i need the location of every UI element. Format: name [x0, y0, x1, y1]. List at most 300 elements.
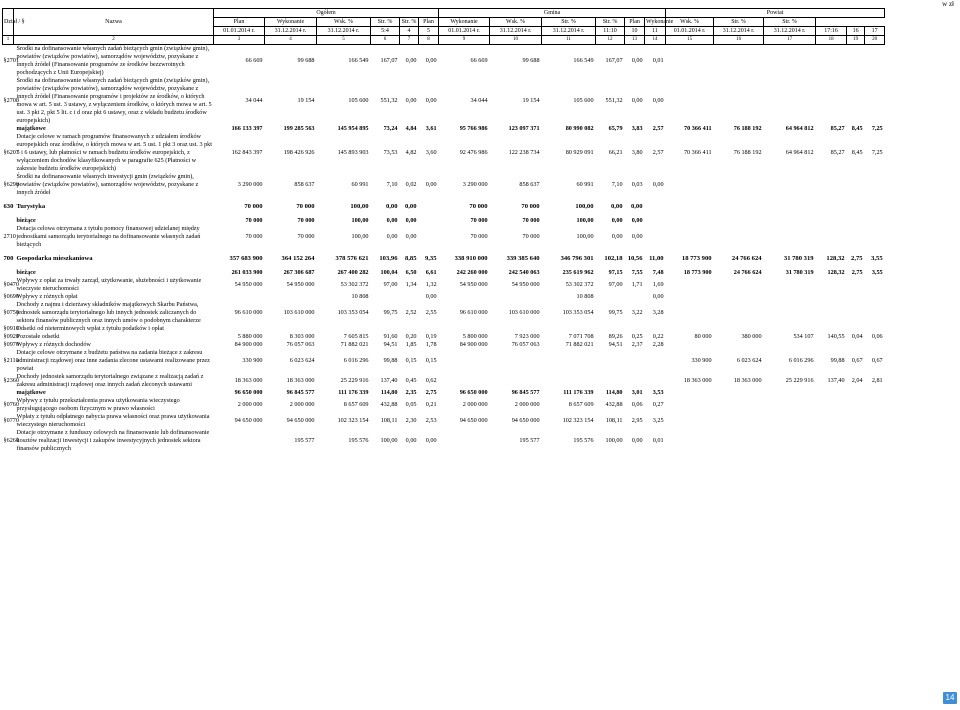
- row-code: [3, 389, 14, 397]
- value-cell: 330 900: [691, 357, 712, 364]
- column-number: 15: [666, 36, 714, 45]
- value-cell: 80 990 082: [565, 125, 594, 132]
- value-cell: 0,00: [405, 233, 417, 240]
- value-cell: [666, 225, 714, 249]
- value-cell: 103 610 000: [283, 309, 315, 316]
- value-cell: 84 900 000: [459, 341, 488, 348]
- value-cell: 7 071 708: [568, 333, 594, 340]
- value-cell: 0,00: [405, 437, 417, 444]
- value-cell: [714, 277, 764, 293]
- column-number: 12: [596, 36, 625, 45]
- value-cell: 0,00: [611, 233, 623, 240]
- value-cell: 0,00: [631, 97, 643, 104]
- table-row: [3, 277, 885, 293]
- value-cell: [847, 277, 865, 293]
- value-cell: 64 964 812: [785, 149, 814, 156]
- value-cell: [419, 217, 439, 225]
- value-cell: 145 893 903: [337, 149, 369, 156]
- section-row: [3, 255, 885, 263]
- value-cell: 103,96: [379, 255, 398, 262]
- value-cell: 0,15: [405, 357, 417, 364]
- value-cell: 0,00: [652, 97, 664, 104]
- column-number: 1: [3, 36, 14, 45]
- value-cell: [371, 325, 400, 333]
- value-cell: 99 688: [297, 57, 315, 64]
- value-cell: 66 669: [470, 57, 488, 64]
- value-cell: 7,10: [386, 181, 398, 188]
- value-cell: [847, 341, 865, 349]
- value-cell: 2,52: [405, 309, 417, 316]
- value-cell: [816, 293, 847, 301]
- value-cell: 76 188 192: [733, 125, 762, 132]
- value-cell: 0,00: [405, 97, 417, 104]
- value-cell: [847, 301, 865, 325]
- value-cell: 432,88: [380, 401, 398, 408]
- row-name: Pozostałe odsetki: [16, 333, 60, 340]
- value-cell: 100,00: [576, 217, 594, 224]
- value-cell: 70 000: [521, 203, 540, 210]
- column-number: 17: [764, 36, 816, 45]
- row-code: §2701: [3, 57, 19, 64]
- value-cell: [439, 373, 490, 389]
- value-cell: 128,32: [826, 255, 845, 262]
- value-cell: [625, 293, 645, 301]
- row-code: §2708: [3, 97, 19, 104]
- table-row: [3, 397, 885, 413]
- value-cell: 73,53: [383, 149, 398, 156]
- value-cell: 267 306 687: [283, 269, 315, 276]
- value-cell: 167,07: [380, 57, 398, 64]
- value-cell: [865, 45, 885, 78]
- value-cell: 0,67: [871, 357, 883, 364]
- value-cell: 145 954 895: [337, 125, 369, 132]
- column-number: 19: [847, 36, 865, 45]
- value-cell: 167,07: [605, 57, 623, 64]
- value-cell: 2 000 000: [289, 401, 315, 408]
- column-header: Plan: [625, 18, 645, 27]
- value-cell: [490, 325, 542, 333]
- value-cell: 0,00: [425, 57, 437, 64]
- value-cell: 5 800 000: [462, 333, 488, 340]
- value-cell: 70 000: [245, 217, 263, 224]
- value-cell: 0,00: [631, 57, 643, 64]
- column-number: 11: [542, 36, 596, 45]
- value-cell: [816, 301, 847, 325]
- value-cell: [596, 325, 625, 333]
- value-cell: 0,15: [425, 357, 437, 364]
- value-cell: 0,00: [425, 97, 437, 104]
- row-code: [3, 217, 14, 225]
- table-row: [3, 325, 885, 333]
- value-cell: 534 107: [793, 333, 814, 340]
- value-cell: 0,00: [386, 233, 398, 240]
- value-cell: 330 900: [242, 357, 263, 364]
- date-header: 01.01.2014 r.: [439, 27, 490, 36]
- subtotal-row: [3, 125, 885, 133]
- value-cell: 0,05: [405, 401, 417, 408]
- value-cell: 9,35: [424, 255, 437, 262]
- value-cell: [764, 389, 816, 397]
- value-cell: 338 910 000: [454, 255, 488, 262]
- value-cell: 18 363 000: [733, 377, 762, 384]
- value-cell: 0,06: [631, 401, 643, 408]
- value-cell: [214, 429, 265, 453]
- value-cell: 0,00: [610, 203, 623, 210]
- value-cell: 8 303 000: [289, 333, 315, 340]
- value-cell: 0,22: [652, 333, 664, 340]
- value-cell: [764, 301, 816, 325]
- value-cell: 99,75: [608, 309, 623, 316]
- value-cell: 34 044: [470, 97, 488, 104]
- value-cell: 0,45: [405, 377, 417, 384]
- value-cell: [419, 325, 439, 333]
- column-header: Wsk. %: [490, 18, 542, 27]
- value-cell: 94,51: [383, 341, 398, 348]
- value-cell: 100,04: [380, 269, 398, 276]
- value-cell: [847, 429, 865, 453]
- value-cell: [714, 429, 764, 453]
- value-cell: [714, 413, 764, 429]
- value-cell: [625, 349, 645, 373]
- value-cell: 10 808: [351, 293, 369, 300]
- value-cell: [625, 373, 645, 389]
- row-code: §0690: [3, 293, 19, 300]
- table-row: [3, 293, 885, 301]
- value-cell: 1,85: [405, 341, 417, 348]
- value-cell: [714, 293, 764, 301]
- value-cell: 0,01: [652, 437, 664, 444]
- table-row: [3, 429, 885, 453]
- table-row: [3, 77, 885, 125]
- row-name: Odsetki od nieterminowych wpłat z tytułu podatków i opłat: [16, 325, 164, 332]
- value-cell: [816, 389, 847, 397]
- value-cell: 2,53: [425, 417, 437, 424]
- row-code: §6290: [3, 181, 19, 188]
- value-cell: 0,25: [631, 333, 643, 340]
- row-code: §0750: [3, 309, 19, 316]
- value-cell: 54 950 000: [511, 281, 540, 288]
- value-cell: 114,80: [605, 389, 623, 396]
- row-code: §0910: [3, 325, 19, 332]
- value-cell: 73,24: [383, 125, 398, 132]
- value-cell: 70 000: [297, 217, 315, 224]
- table-row: [3, 225, 885, 249]
- value-cell: 1,78: [425, 341, 437, 348]
- value-cell: 858 637: [519, 181, 540, 188]
- value-cell: 2,75: [851, 255, 863, 262]
- value-cell: [596, 293, 625, 301]
- page-number-badge: 14: [943, 692, 957, 704]
- column-header: Str. %: [542, 18, 596, 27]
- value-cell: 24 766 624: [733, 269, 762, 276]
- value-cell: 364 152 264: [281, 255, 315, 262]
- value-cell: [764, 429, 816, 453]
- value-cell: 18 773 900: [683, 269, 712, 276]
- value-cell: 2,28: [652, 341, 664, 348]
- value-cell: [764, 293, 816, 301]
- date-header: 11:10: [596, 27, 625, 36]
- date-header: 31.12.2014 r.: [490, 27, 542, 36]
- value-cell: 80 929 091: [565, 149, 594, 156]
- value-cell: 2 000 000: [237, 401, 263, 408]
- value-cell: 60 991: [351, 181, 369, 188]
- table-row: [3, 301, 885, 325]
- column-number: 2: [14, 36, 214, 45]
- value-cell: 2,57: [652, 125, 664, 132]
- value-cell: 91,60: [383, 333, 398, 340]
- row-code: 2710: [3, 233, 16, 240]
- value-cell: 166 133 397: [231, 125, 263, 132]
- value-cell: [847, 203, 865, 211]
- value-cell: 100,00: [351, 233, 369, 240]
- value-cell: [666, 45, 714, 78]
- value-cell: 0,06: [871, 333, 883, 340]
- row-name: Wpływy z różnych dochodów: [16, 341, 91, 348]
- value-cell: 70 000: [522, 233, 540, 240]
- value-cell: 70 000: [245, 233, 263, 240]
- value-cell: 76 057 063: [511, 341, 540, 348]
- gmina-header: Gmina: [439, 9, 666, 18]
- value-cell: 4,84: [405, 125, 417, 132]
- value-cell: 242 260 000: [456, 269, 488, 276]
- column-number: 4: [265, 36, 317, 45]
- value-cell: 0,00: [652, 293, 664, 300]
- value-cell: 3,53: [652, 389, 664, 396]
- value-cell: 7 923 000: [514, 333, 540, 340]
- value-cell: 0,27: [652, 401, 664, 408]
- value-cell: 54 950 000: [459, 281, 488, 288]
- value-cell: 1,32: [425, 281, 437, 288]
- value-cell: [865, 341, 885, 349]
- value-cell: [666, 389, 714, 397]
- column-header: Str. %: [371, 18, 400, 27]
- value-cell: [764, 77, 816, 125]
- value-cell: 2,37: [631, 341, 643, 348]
- value-cell: 123 097 371: [508, 125, 540, 132]
- row-code: §0770: [3, 417, 19, 424]
- value-cell: 97,00: [608, 281, 623, 288]
- value-cell: [317, 325, 371, 333]
- value-cell: 85,27: [830, 149, 845, 156]
- value-cell: [666, 429, 714, 453]
- value-cell: [714, 325, 764, 333]
- value-cell: 1,69: [652, 281, 664, 288]
- value-cell: [764, 217, 816, 225]
- value-cell: [645, 203, 666, 211]
- value-cell: [490, 293, 542, 301]
- value-cell: 0,00: [385, 203, 398, 210]
- value-cell: 70 000: [470, 217, 488, 224]
- table-row: [3, 373, 885, 389]
- value-cell: [645, 349, 666, 373]
- value-cell: [542, 373, 596, 389]
- value-cell: 8,85: [404, 255, 417, 262]
- value-cell: 0,20: [405, 333, 417, 340]
- column-number-row: [3, 36, 885, 45]
- value-cell: 0,00: [386, 217, 398, 224]
- value-cell: 100,00: [575, 203, 594, 210]
- value-cell: 166 549: [573, 57, 594, 64]
- value-cell: [714, 225, 764, 249]
- value-cell: [645, 373, 666, 389]
- value-cell: [847, 397, 865, 413]
- value-cell: [714, 203, 764, 211]
- value-cell: [400, 325, 419, 333]
- value-cell: 65,79: [608, 125, 623, 132]
- ogolem-header: Ogółem: [214, 9, 439, 18]
- value-cell: 2,81: [871, 377, 883, 384]
- column-number: 6: [371, 36, 400, 45]
- value-cell: 137,40: [380, 377, 398, 384]
- value-cell: [490, 373, 542, 389]
- value-cell: 122 238 734: [508, 149, 540, 156]
- row-name: Wpłaty z tytułu odpłatnego nabycia prawa własności oraz prawa użytkowania wieczystego nieruchomości: [16, 413, 210, 428]
- value-cell: [764, 203, 816, 211]
- value-cell: 3 290 000: [237, 181, 263, 188]
- row-name: Środki na dofinansowanie własnych zadań bieżących gmin (związków gmin), powiatów (związków powiatów), samorządów województw, pozyskane z innych źródeł (Finansowanie programów ze środków bezzwrotnych pochodzących z Unii Europejskiej): [16, 45, 210, 76]
- value-cell: 92 476 986: [459, 149, 488, 156]
- value-cell: 858 637: [294, 181, 315, 188]
- value-cell: 0,21: [425, 401, 437, 408]
- value-cell: 31 780 319: [783, 255, 814, 262]
- value-cell: [865, 429, 885, 453]
- row-code: §0970: [3, 341, 19, 348]
- value-cell: 235 619 962: [562, 269, 594, 276]
- value-cell: 0,02: [405, 181, 417, 188]
- value-cell: 346 796 301: [560, 255, 594, 262]
- column-number: 5: [317, 36, 371, 45]
- value-cell: [666, 325, 714, 333]
- date-header: 10: [625, 27, 645, 36]
- value-cell: 0,00: [405, 57, 417, 64]
- value-cell: [865, 277, 885, 293]
- value-cell: [419, 203, 439, 211]
- value-cell: [666, 301, 714, 325]
- column-header: Str. %: [714, 18, 764, 27]
- value-cell: 0,00: [405, 217, 417, 224]
- value-cell: [816, 225, 847, 249]
- value-cell: [714, 389, 764, 397]
- column-number: 9: [439, 36, 490, 45]
- value-cell: [816, 173, 847, 197]
- value-cell: 166 549: [348, 57, 369, 64]
- value-cell: [666, 277, 714, 293]
- date-header: 17:16: [816, 27, 847, 36]
- subtotal-row: [3, 389, 885, 397]
- value-cell: [816, 413, 847, 429]
- date-header: 01.01.2014 r.: [214, 27, 265, 36]
- column-header: Str. %: [400, 18, 419, 27]
- value-cell: 24 766 624: [731, 255, 762, 262]
- value-cell: [371, 293, 400, 301]
- value-cell: 94 650 000: [234, 417, 263, 424]
- value-cell: [666, 293, 714, 301]
- value-cell: [265, 293, 317, 301]
- value-cell: 267 400 282: [337, 269, 369, 276]
- value-cell: 2,35: [405, 389, 417, 396]
- value-cell: [764, 45, 816, 78]
- value-cell: [596, 373, 625, 389]
- value-cell: 378 576 621: [335, 255, 369, 262]
- value-cell: 3,83: [631, 125, 643, 132]
- value-cell: [816, 325, 847, 333]
- value-cell: 0,00: [425, 181, 437, 188]
- value-cell: [816, 429, 847, 453]
- value-cell: 94 650 000: [459, 417, 488, 424]
- value-cell: 108,11: [380, 417, 398, 424]
- value-cell: 105 600: [348, 97, 369, 104]
- value-cell: 94 650 000: [286, 417, 315, 424]
- value-cell: [439, 293, 490, 301]
- value-cell: 0,03: [631, 181, 643, 188]
- value-cell: [714, 77, 764, 125]
- column-header: Str. %: [596, 18, 625, 27]
- value-cell: [847, 389, 865, 397]
- value-cell: 94,51: [608, 341, 623, 348]
- value-cell: [645, 217, 666, 225]
- value-cell: [666, 217, 714, 225]
- value-cell: [847, 413, 865, 429]
- value-cell: 10,56: [627, 255, 643, 262]
- value-cell: 2,04: [851, 377, 863, 384]
- value-cell: 100,00: [605, 437, 623, 444]
- value-cell: 99,88: [383, 357, 398, 364]
- date-header: 16: [847, 27, 865, 36]
- value-cell: 137,40: [827, 377, 845, 384]
- row-name: Dochody jednostek samorządu terytorialnego związane z realizacją zadań z zakresu administracji rządowej oraz innych zadań zleconych ustawami: [16, 373, 204, 388]
- value-cell: 5 880 000: [237, 333, 263, 340]
- row-code: [3, 269, 14, 277]
- value-cell: 96 650 000: [234, 389, 263, 396]
- value-cell: 54 950 000: [234, 281, 263, 288]
- value-cell: 70 366 411: [683, 149, 712, 156]
- date-header: 17: [865, 27, 885, 36]
- value-cell: 8,45: [851, 149, 863, 156]
- value-cell: 3,55: [871, 269, 883, 276]
- date-header: 31.12.2014 r.: [542, 27, 596, 36]
- table-row: [3, 333, 885, 341]
- value-cell: [816, 217, 847, 225]
- date-header: 5:4: [371, 27, 400, 36]
- value-cell: [714, 397, 764, 413]
- value-cell: 11,00: [649, 255, 664, 262]
- value-cell: 102 323 154: [562, 417, 594, 424]
- row-name: Gospodarka mieszkaniowa: [16, 255, 93, 262]
- value-cell: 76 057 063: [286, 341, 315, 348]
- value-cell: 6 016 296: [343, 357, 369, 364]
- value-cell: 100,00: [380, 437, 398, 444]
- value-cell: [490, 349, 542, 373]
- value-cell: [645, 225, 666, 249]
- powiat-header: Powiat: [666, 9, 885, 18]
- value-cell: 111 176 339: [338, 389, 369, 396]
- value-cell: 551,32: [605, 97, 623, 104]
- value-cell: 103 610 000: [508, 309, 540, 316]
- value-cell: [865, 217, 885, 225]
- value-cell: [214, 325, 265, 333]
- column-header: Wykonanie: [439, 18, 490, 27]
- value-cell: 242 540 063: [508, 269, 540, 276]
- value-cell: [847, 293, 865, 301]
- dzial-header: Dział / §: [3, 9, 14, 36]
- value-cell: 100,00: [576, 233, 594, 240]
- table-row: [3, 45, 885, 78]
- value-cell: [400, 293, 419, 301]
- value-cell: 432,88: [605, 401, 623, 408]
- value-cell: 0,00: [631, 233, 643, 240]
- row-name: Dotacje celowe w ramach programów finansowanych z udziałem środków europejskich oraz środków, o których mowa w art. 5 ust. 1 pkt 3 oraz ust. 3 pkt 5 i 6 ustawy, lub płatności w ramach budżetu środków europejskich, z wyłączeniem dochodów klasyfikowanych w paragrafie 625 (Płatności w zakresie budżetu środków europejskich): [16, 133, 212, 172]
- subtotal-row: [3, 269, 885, 277]
